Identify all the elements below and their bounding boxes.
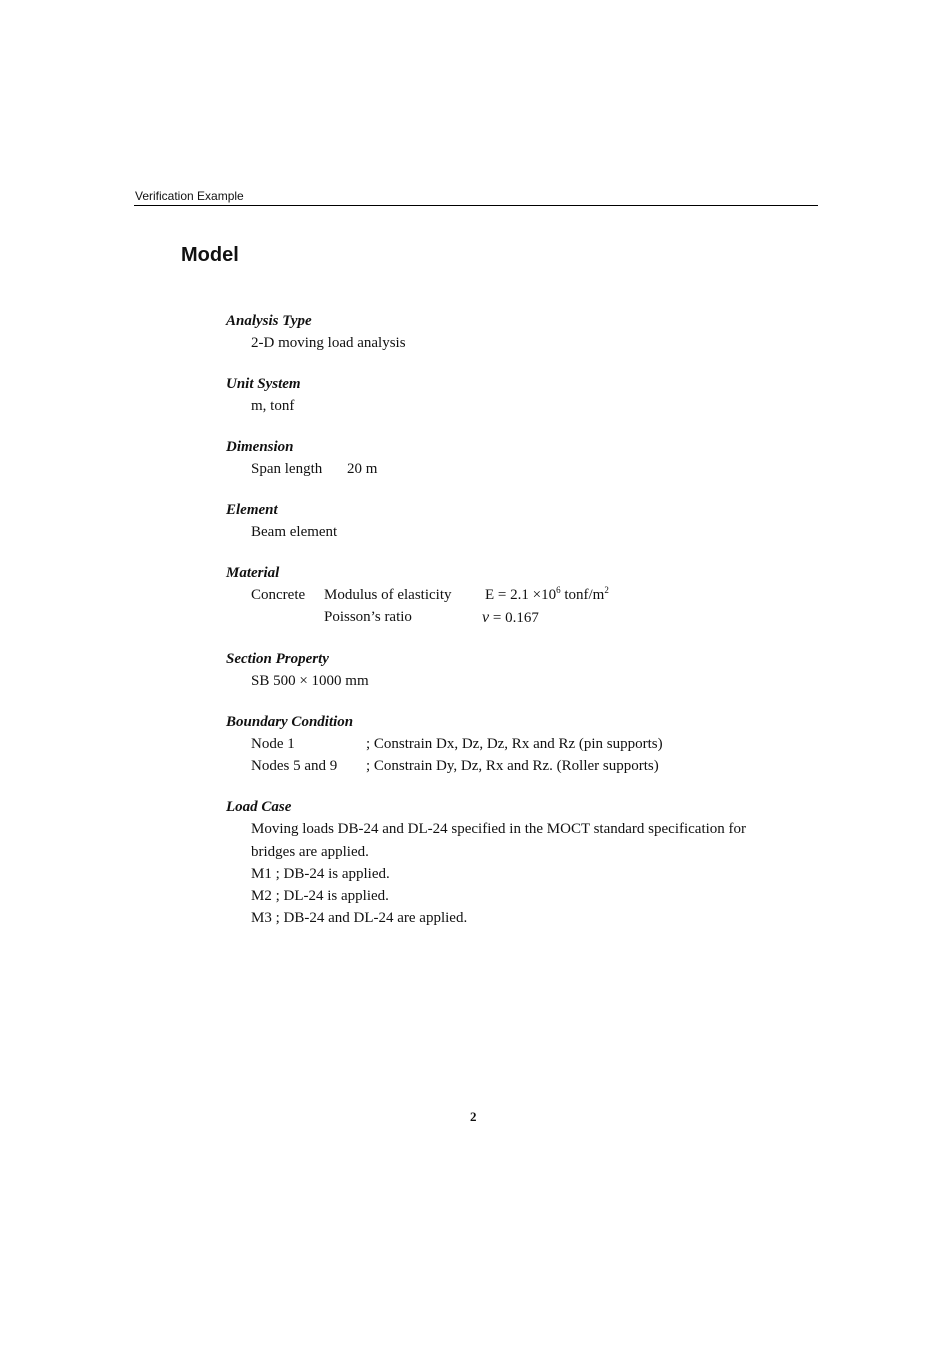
load-case-line: M1 ; DB-24 is applied. [251,866,390,882]
load-case-line: bridges are applied. [251,844,369,860]
section-property-value: SB 500 × 1000 mm [251,673,369,689]
analysis-type-heading: Analysis Type [226,313,312,329]
load-case-line: Moving loads DB-24 and DL-24 specified in the MOCT standard specification for [251,821,747,837]
material-heading: Material [226,565,280,581]
boundary-node-2: Nodes 5 and 9 [251,758,338,774]
modulus-label: Modulus of elasticity [324,587,452,603]
dimension-heading: Dimension [226,439,294,455]
poisson-label: Poisson’s ratio [324,609,412,625]
modulus-value: $E = 2.1 \times 10^6$ tonf/$m^2$ [485,585,609,603]
header-rule [134,205,818,206]
boundary-desc-2: ; Constrain Dy, Dz, Rx and Rz. (Roller supports) [366,758,659,774]
dimension-value: 20 m [347,461,378,477]
load-case-heading: Load Case [226,799,292,815]
boundary-condition-heading: Boundary Condition [226,714,354,730]
dimension-label: Span length [251,461,323,477]
material-name: Concrete [251,587,306,603]
element-heading: Element [226,502,278,518]
section-property-heading: Section Property [226,651,329,667]
load-case-line: M3 ; DB-24 and DL-24 are applied. [251,910,468,926]
nu-symbol: ν [482,609,490,626]
analysis-type-value: 2-D moving load analysis [251,335,406,351]
running-header: Verification Example [135,189,244,203]
element-value: Beam element [251,524,338,540]
unit-system-heading: Unit System [226,376,301,392]
page-number: 2 [470,1109,477,1124]
page-title: Model [181,244,239,266]
boundary-desc-1: ; Constrain Dx, Dz, Dz, Rx and Rz (pin supports) [366,736,663,752]
boundary-node-1: Node 1 [251,736,295,752]
poisson-value: ν = 0.167 [482,609,539,626]
unit-system-value: m, tonf [251,398,295,414]
load-case-line: M2 ; DL-24 is applied. [251,888,389,904]
